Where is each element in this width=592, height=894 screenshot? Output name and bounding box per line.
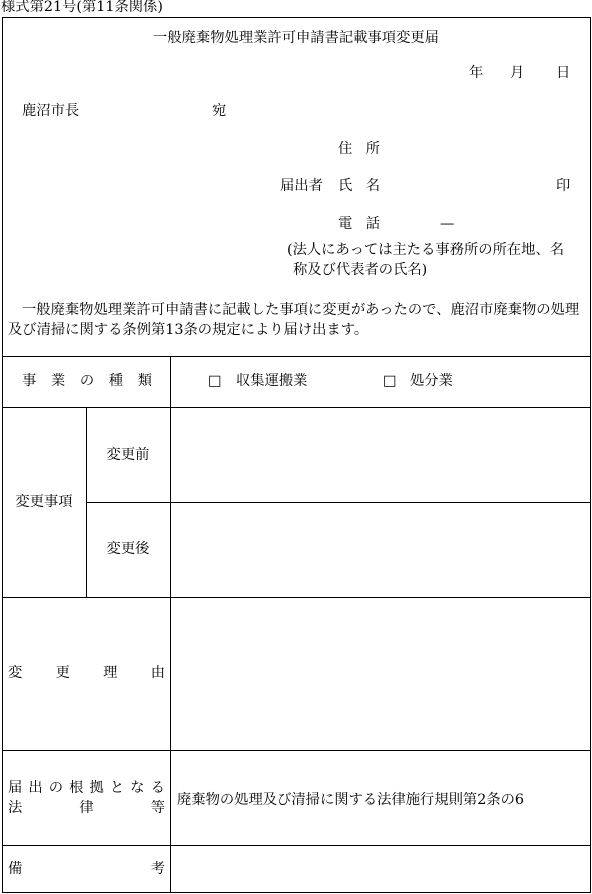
label-character: 名 [365, 178, 380, 194]
label-character: 由 [150, 665, 165, 681]
notifier-role-label: 届出者 [280, 178, 323, 194]
date-day-label: 日 [556, 65, 571, 81]
label-character: 理 [103, 665, 118, 681]
label-character: 等 [150, 800, 165, 816]
label-character: な [130, 780, 145, 796]
remarks-label [8, 859, 165, 879]
corporate-note-line-1: (法人にあっては主たる事務所の所在地、名 [287, 242, 565, 258]
addressee-name: 鹿沼市長 [22, 103, 80, 119]
label-character: の [79, 373, 95, 389]
form-number: 様式第21号(第11条関係) [1, 0, 163, 15]
label-character: 備 [8, 861, 23, 877]
label-character: 考 [150, 861, 165, 877]
label-character: 律 [79, 800, 94, 816]
label-character: 類 [137, 373, 152, 389]
change-before-label: 変更前 [106, 447, 150, 463]
label-character: 出 [28, 780, 43, 796]
form-title: 一般廃棄物処理業許可申請書記載事項変更届 [153, 30, 439, 46]
label-character: 所 [365, 141, 380, 157]
label-character: 話 [365, 216, 380, 232]
label-character: の [48, 780, 64, 796]
label-character: 種 [108, 373, 124, 389]
addressee-suffix: 宛 [212, 103, 227, 119]
label-character: 住 [338, 141, 353, 157]
statement-line-1: 一般廃棄物処理業許可申請書に記載した事項に変更があったので、鹿沼市廃棄物の処理 [22, 302, 580, 318]
label-character: 氏 [338, 178, 353, 194]
label-character: る [150, 780, 165, 796]
disposal-checkbox: □ [383, 373, 397, 389]
corporate-note-line-2: 称及び代表者の氏名) [293, 262, 428, 278]
label-character: 業 [50, 373, 66, 389]
change-after-label: 変更後 [106, 541, 150, 557]
phone-separator: — [440, 216, 455, 232]
legal-basis-value: 廃棄物の処理及び清掃に関する法律施行規則第2条の6 [177, 792, 525, 808]
change-items-label: 変更事項 [15, 494, 73, 510]
seal-mark: 印 [556, 178, 571, 194]
label-character: 届 [8, 780, 23, 796]
label-character: と [109, 780, 125, 796]
label-character: 根 [69, 780, 84, 796]
label-character: 変 [8, 665, 23, 681]
remarks-value-cell [171, 846, 590, 892]
label-character: 更 [55, 665, 70, 681]
label-character: 電 [338, 216, 353, 232]
collection-transport-option-label: 収集運搬業 [236, 373, 308, 389]
label-character: 法 [8, 800, 23, 816]
date-year-label: 年 [469, 65, 484, 81]
date-month-label: 月 [510, 65, 525, 81]
collection-transport-checkbox: □ [208, 373, 222, 389]
label-character: 事 [22, 373, 37, 389]
label-character: 拠 [89, 780, 104, 796]
statement-line-2: 及び清掃に関する条例第13条の規定により届け出ます。 [8, 322, 369, 338]
disposal-option-label: 処分業 [410, 373, 453, 389]
